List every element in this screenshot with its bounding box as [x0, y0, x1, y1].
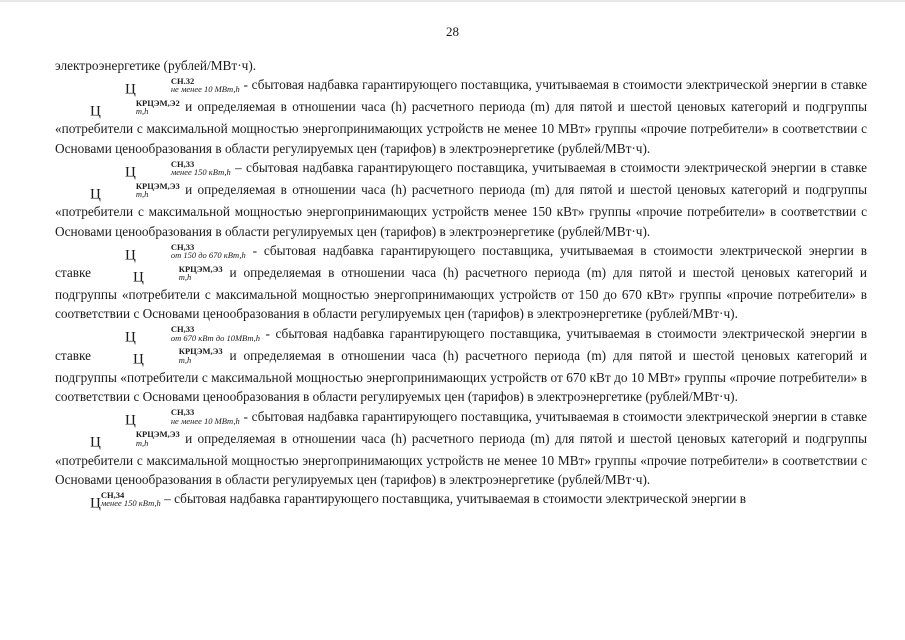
symbol-base: Ц — [125, 247, 136, 264]
surcharge-paragraph — [55, 407, 867, 490]
symbol-superscript: СН.32 — [170, 75, 195, 86]
paragraph-text-b: и определяемая в отношении часа (h) расчетного периода (m) для пятой и шестой ценовых категорий и подгруппы «потребители с максимальной мощностью энергопринимающих устройств менее 150 кВт» группы «прочие потребители» в соответствии с Основами ценообразования в области регулируемых цен (тарифов) в электроэнергетике (рублей/МВт·ч). — [55, 182, 867, 239]
paragraph-text-b: и определяемая в отношении часа (h) расчетного периода (m) для пятой и шестой ценовых категорий и подгруппы «потребители с максимальной мощностью энергопринимающих устройств от 150 до 670 кВт» группы «прочие потребители» в соответствии с Основами ценообразования в области регулируемых цен (тарифов) в электроэнергетике (рублей/МВт·ч). — [55, 265, 867, 322]
symbol-subscript: не менее 10 МВт,h — [170, 84, 240, 95]
symbol-base: Ц — [125, 164, 136, 181]
surcharge-paragraph — [55, 158, 867, 241]
reference-price-symbol — [55, 182, 180, 203]
symbol-superscript: СН,33 — [170, 158, 195, 169]
page-number: 28 — [446, 24, 459, 39]
price-symbol — [90, 408, 240, 429]
symbol-superscript: СН,33 — [170, 241, 195, 252]
symbol-subscript: не менее 10 МВт,h — [170, 415, 240, 426]
symbol-superscript: КРЦЭМ,Э3 — [178, 263, 223, 274]
symbol-superscript: КРЦЭМ,Э3 — [178, 346, 223, 357]
reference-price-symbol — [98, 347, 223, 368]
symbol-base: Ц — [125, 329, 136, 346]
symbol-superscript: КРЦЭМ,Э2 — [135, 97, 180, 108]
paragraph-text-a: – сбытовая надбавка гарантирующего поставщика, учитываемая в стоимости электрической энергии в ставке — [230, 160, 867, 176]
symbol-base: Ц — [132, 269, 144, 286]
symbol-base: Ц — [125, 81, 136, 98]
price-symbol — [90, 77, 240, 98]
symbol-subscript: менее 150 кВт,h — [170, 167, 231, 178]
symbol-base: Ц — [90, 186, 101, 203]
intro-line: электроэнергетике (рублей/МВт·ч). — [55, 58, 257, 73]
symbol-subscript: m,h — [178, 272, 192, 283]
price-symbol — [90, 325, 260, 346]
paragraph-list — [55, 75, 867, 489]
paragraph-text-a: - сбытовая надбавка гарантирующего поставщика, учитываемая в стоимости электрической энергии в ставке — [239, 77, 867, 93]
symbol-superscript: СН,34 — [100, 489, 125, 500]
paragraph-text-b: и определяемая в отношении часа (h) расчетного периода (m) для пятой и шестой ценовых категорий и подгруппы «потребители с максимальной мощностью энергопринимающих устройств не менее 10 МВт» группы «прочие потребители» в соответствии с Основами ценообразования в области регулируемых цен (тарифов) в электроэнергетике (рублей/МВт·ч). — [55, 430, 867, 488]
symbol-subscript: от 670 кВт до 10МВт,h — [170, 332, 261, 343]
symbol-base: Ц — [90, 495, 101, 512]
reference-price-symbol — [55, 430, 180, 451]
paragraph-text-a: - сбытовая надбавка гарантирующего поставщика, учитываемая в стоимости электрической энергии в ставке — [55, 325, 867, 363]
reference-price-symbol — [55, 99, 180, 120]
paragraph-text-b: и определяемая в отношении часа (h) расчетного периода (m) для пятой и шестой ценовых категорий и подгруппы «потребители с максимальной мощностью энергопринимающих устройств от 670 кВт до 10 МВт» группы «прочие потребители» в соответствии с Основами ценообразования в области регулируемых цен (тарифов) в электроэнергетике (рублей/МВт·ч). — [55, 347, 867, 405]
symbol-subscript: m,h — [135, 189, 149, 200]
symbol-superscript: КРЦЭМ,Э3 — [135, 429, 180, 440]
symbol-subscript: менее 150 кВт,h — [100, 498, 161, 509]
reference-price-symbol — [98, 265, 223, 286]
symbol-subscript: m,h — [135, 106, 149, 117]
symbol-superscript: КРЦЭМ,Э3 — [135, 180, 180, 191]
symbol-base: Ц — [90, 103, 101, 120]
scan-edge — [0, 0, 905, 2]
surcharge-paragraph — [55, 241, 867, 324]
price-symbol — [90, 243, 246, 264]
paragraph-text: – сбытовая надбавка гарантирующего поставщика, учитываемая в стоимости электрической энергии в — [160, 491, 746, 507]
symbol-subscript: от 150 до 670 кВт,h — [170, 250, 246, 261]
surcharge-paragraph — [55, 324, 867, 407]
last-paragraph — [90, 489, 867, 511]
document-body — [55, 56, 867, 511]
symbol-base: Ц — [132, 351, 144, 368]
price-symbol — [90, 491, 161, 512]
paragraph-text-a: - сбытовая надбавка гарантирующего поставщика, учитываемая в стоимости электрической энергии в ставке — [55, 243, 867, 281]
symbol-subscript: m,h — [178, 354, 192, 365]
symbol-base: Ц — [125, 412, 136, 429]
paragraph-text-a: - сбытовая надбавка гарантирующего поставщика, учитываемая в стоимости электрической энергии в ставке — [239, 408, 867, 424]
surcharge-paragraph — [55, 75, 867, 158]
symbol-subscript: m,h — [135, 437, 149, 448]
symbol-base: Ц — [90, 434, 101, 451]
paragraph-text-b: и определяемая в отношении часа (h) расчетного периода (m) для пятой и шестой ценовых категорий и подгруппы «потребители с максимальной мощностью энергопринимающих устройств не менее 10 МВт» группы «прочие потребители» в соответствии с Основами ценообразования в области регулируемых цен (тарифов) в электроэнергетике (рублей/МВт·ч). — [55, 99, 867, 156]
symbol-superscript: СН,33 — [170, 407, 195, 418]
price-symbol — [90, 160, 231, 181]
symbol-superscript: СН,33 — [170, 324, 195, 335]
